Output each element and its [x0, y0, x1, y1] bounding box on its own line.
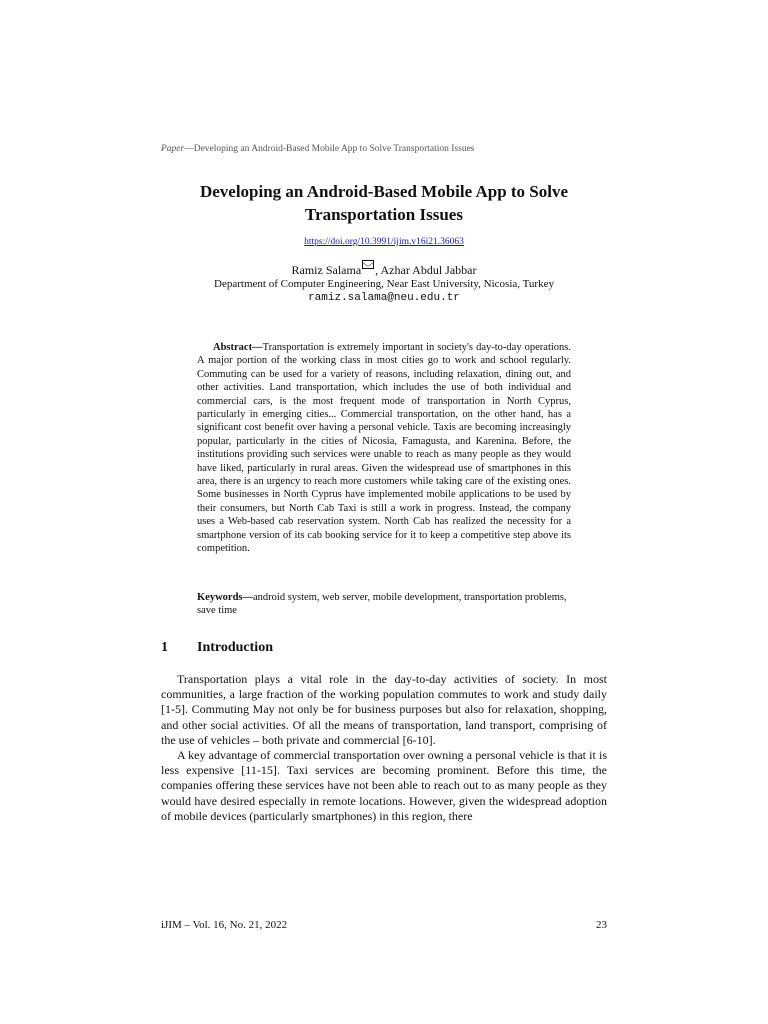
affiliation: Department of Computer Engineering, Near East University, Nicosia, Turkey: [214, 278, 554, 290]
footer-journal: iJIM – Vol. 16, No. 21, 2022: [161, 919, 288, 931]
author-first: Ramiz Salama: [291, 263, 362, 277]
keywords-label: Keywords—: [197, 592, 253, 603]
section-number: 1: [161, 640, 168, 655]
running-head-text: —Developing an Android-Based Mobile App to Solve Transportation Issues: [184, 144, 475, 154]
keywords-text: android system, web server, mobile development, transportation problems, save time: [197, 592, 567, 617]
abstract-text: Transportation is extremely important in society's day-to-day operations. A major portion of the working class in most cities go to work and school regularly. Commuting can be used for a variety of reasons, including relaxation, dining out, and other activities. Land transportation, which includes the use of both individual and commercial cars, is the most frequent mode of transportation in North Cyprus, particularly in emerging cities... Commercial transportation, on the other hand, has a significant cost benefit over having a personal vehicle. Taxis are becoming increasingly popular, particularly in the cities of Nicosia, Famagusta, and Karenina. Before, the institutions providing such services were unable to reach as many people as they would have liked, particularly in rural areas. Given the widespread use of smartphones in this area, there is an urgency to reach more customers while taking care of the existing ones. Some businesses in North Cyprus have implemented mobile applications to be used by their consumers, but North Cab Taxi is still a work in progress. Instead, the company uses a Web-based cab reservation system. North Cab has realized the necessity for a smartphone version of its cab booking service for it to keep a competitive step above its competition.: [197, 342, 571, 555]
running-head-label: Paper: [161, 144, 185, 154]
running-head: [161, 144, 621, 154]
author-rest: , Azhar Abdul Jabbar: [375, 263, 477, 277]
paper-title: Developing an Android-Based Mobile App to Solve Transportation Issues: [199, 182, 569, 224]
author-email[interactable]: ramiz.salama@neu.edu.tr: [308, 292, 460, 304]
abstract-label: Abstract—: [213, 342, 263, 353]
footer-page-number: 23: [596, 919, 607, 931]
abstract: [197, 341, 571, 556]
paragraph-1: Transportation plays a vital role in the day-to-day activities of society. In most communities, a large fraction of the working population commutes to work and study daily [1-5]. Commuting May not only be for business purposes but also for relaxation, shopping, and other social activities. Of all the means of transportation, land transport, comprising of the use of vehicles – both private and commercial [6-10].: [161, 672, 607, 747]
keywords: [197, 591, 571, 618]
paragraph-2: A key advantage of commercial transportation over owning a personal vehicle is that it is less expensive [11-15]. Taxi services are becoming prominent. Before this time, the companies offering these services have not been able to reach out to as many people as they would have desired especially in remote locations. However, given the widespread adoption of mobile devices (particularly smartphones) in this region, there: [161, 748, 607, 823]
envelope-icon: [362, 260, 374, 269]
doi-link[interactable]: https://doi.org/10.3991/ijim.v16i21.36063: [304, 237, 464, 247]
section-title: Introduction: [197, 640, 273, 655]
section-heading: [161, 640, 611, 656]
authors: [150, 263, 618, 278]
body-text: [161, 672, 607, 824]
